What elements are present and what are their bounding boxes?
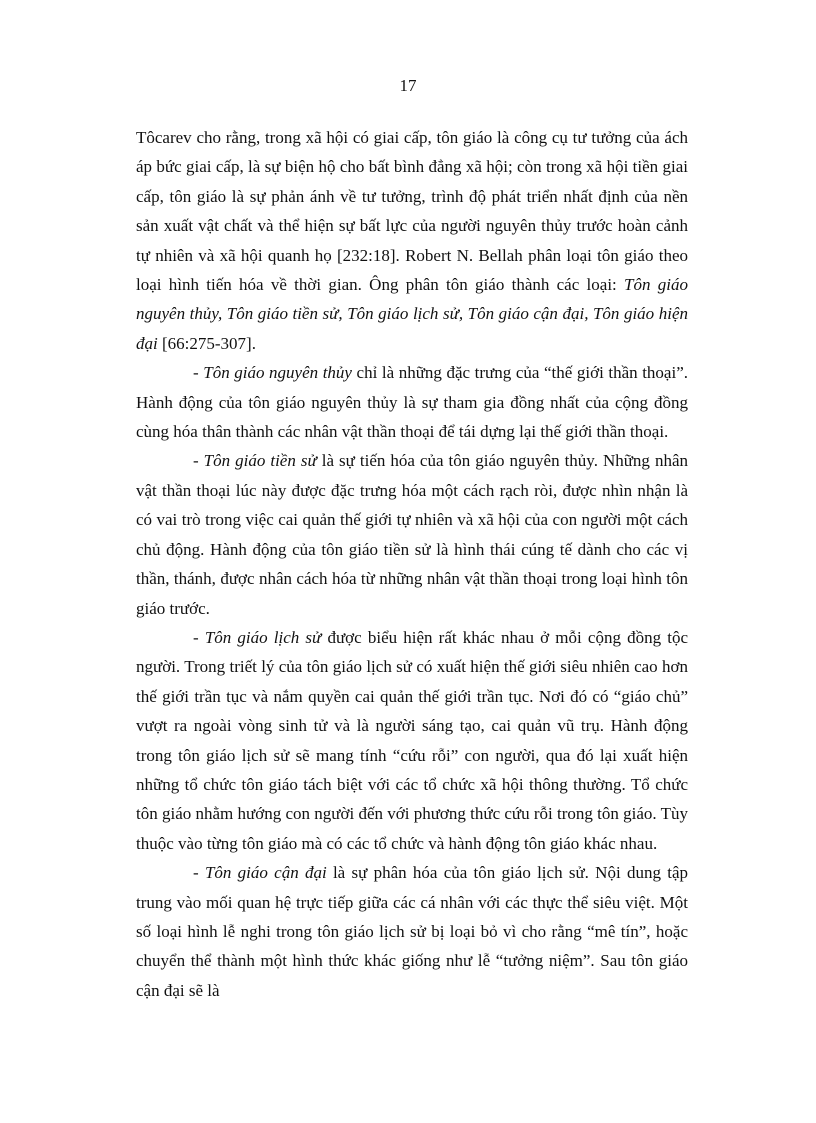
paragraph-early-modern-religion (136, 858, 688, 1005)
text-span: - (193, 627, 205, 647)
text-span: là sự phân hóa của tôn giáo lịch sử. Nội dung tập trung vào mối quan hệ trực tiếp giữa các cá nhân với các thực thể siêu việt. Một số loại hình lễ nghi trong tôn giáo lịch sử bị loại bỏ vì cho rằng “mê tín”, hoặc chuyển thể thành một hình thức khác giống như lễ “tưởng niệm”. Sau tôn giáo cận đại sẽ là (136, 863, 688, 1000)
text-span: chỉ là những đặc trưng của “thế giới thần thoại”. Hành động của tôn giáo nguyên thủy là sự tham gia đồng nhất của cộng đồng cùng hóa thân thành các nhân vật thần thoại để tái dựng lại thế giới thần thoại. (136, 363, 688, 442)
italic-span: Tôn giáo cận đại (204, 863, 327, 883)
text-span: - (193, 363, 204, 383)
text-span: Tôcarev cho rằng, trong xã hội có giai cấp, tôn giáo là công cụ tư tưởng của ách áp bức giai cấp, là sự biện hộ cho bất bình đẳng xã hội; còn trong xã hội tiền giai cấp, tôn giáo là sự phản ánh về tư tưởng, trình độ phát triển nhất định của nền sản xuất vật chất và thể hiện sự bất lực của người nguyên thủy trước hoàn cảnh tự nhiên và xã hội quanh họ [232:18]. Robert N. Bellah phân loại tôn giáo theo loại hình tiến hóa về thời gian. Ông phân tôn giáo thành các loại: (136, 128, 688, 295)
italic-span: Tôn giáo nguyên thủy, Tôn giáo tiền sử, Tôn giáo lịch sử, Tôn giáo cận đại, Tôn giáo hiện đại (136, 275, 688, 353)
body-text (136, 123, 688, 1005)
italic-span: Tôn giáo tiền sử (203, 451, 317, 471)
paragraph-primitive-religion (136, 358, 688, 446)
page-number: 17 (399, 76, 417, 95)
text-span: - (193, 451, 204, 471)
italic-span: Tôn giáo nguyên thủy (203, 363, 352, 383)
paragraph-intro (136, 123, 688, 358)
text-span: [66:275-307]. (157, 333, 256, 353)
text-span: - (193, 863, 205, 883)
paragraph-archaic-religion (136, 446, 688, 622)
paragraph-historic-religion (136, 623, 688, 858)
text-span: là sự tiến hóa của tôn giáo nguyên thủy. Những nhân vật thần thoại lúc này được đặc trưng hóa một cách rạch ròi, được nhìn nhận là có vai trò trong việc cai quản thế giới tự nhiên và xã hội của con người một cách chủ động. Hành động của tôn giáo tiền sử là hình thái cúng tế dành cho các vị thần, thánh, được nhân cách hóa từ những nhân vật thần thoại trong loại hình tôn giáo trước. (136, 451, 688, 618)
italic-span: Tôn giáo lịch sử (204, 627, 322, 647)
text-span: được biểu hiện rất khác nhau ở mỗi cộng đồng tộc người. Trong triết lý của tôn giáo lịch sử có xuất hiện thế giới siêu nhiên cao hơn thế giới trần tục và nắm quyền cai quản thế giới trần tục. Nơi đó có “giáo chủ” vượt ra ngoài vòng sinh tử và là người sáng tạo, cai quản vũ trụ. Hành động trong tôn giáo lịch sử sẽ mang tính “cứu rỗi” con người, qua đó lại xuất hiện những tổ chức tôn giáo tách biệt với các tổ chức xã hội thông thường. Tổ chức tôn giáo nhằm hướng con người đến với phương thức cứu rỗi trong tôn giáo. Tùy thuộc vào từng tôn giáo mà có các tổ chức và hành động tôn giáo khác nhau. (136, 627, 688, 853)
